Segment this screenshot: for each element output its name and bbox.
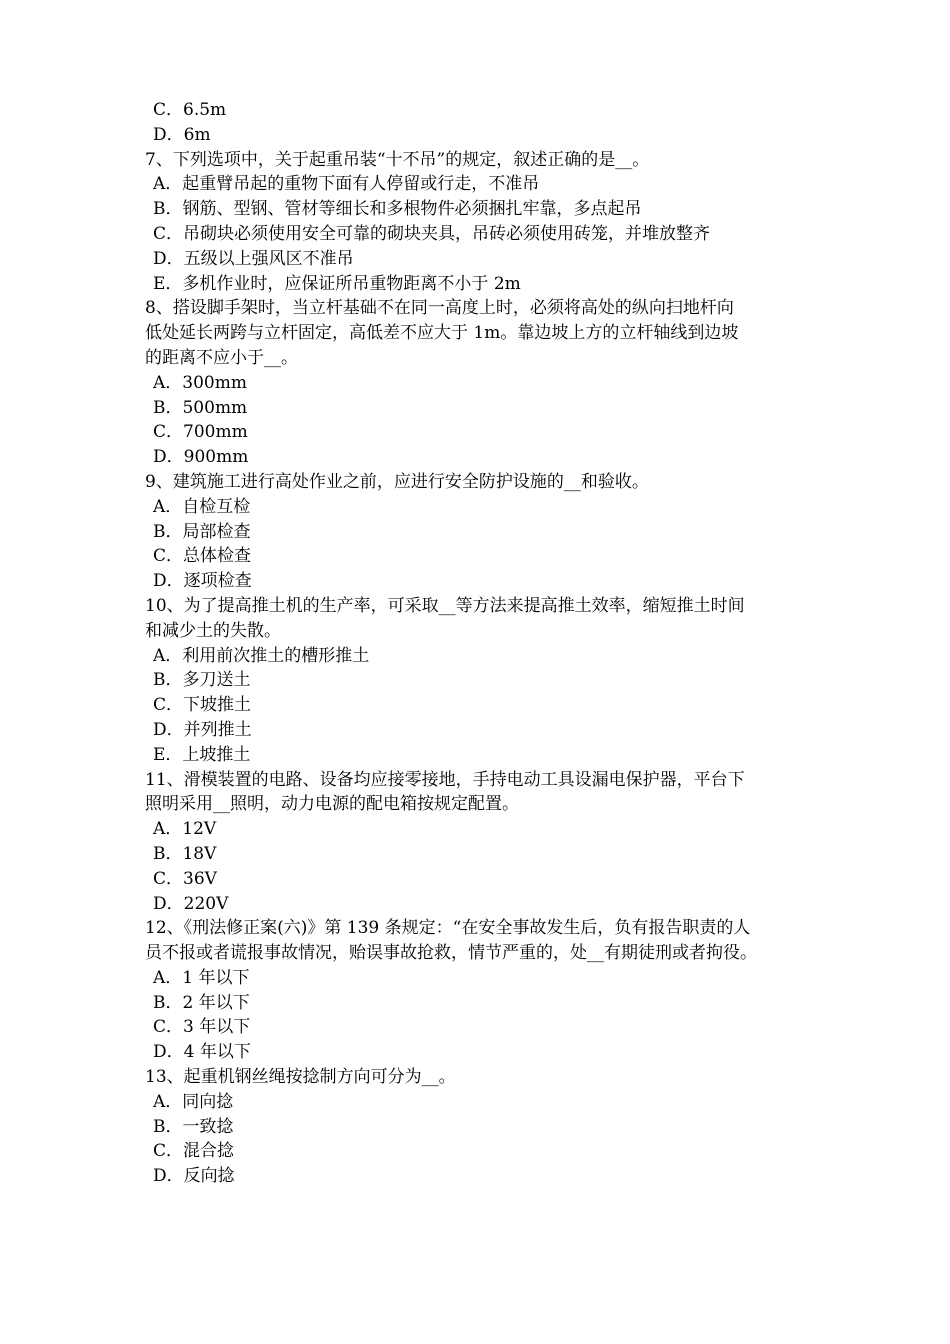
answer-option-line: B．多刀送土 (153, 670, 251, 691)
answer-option-line: E．多机作业时，应保证所吊重物距离不小于 2m (153, 273, 521, 294)
answer-option-line: C．下坡推土 (153, 695, 252, 716)
answer-option-line: A．同向捻 (153, 1091, 234, 1112)
answer-option-line: D．220V (153, 893, 229, 914)
answer-option-line: B．局部检查 (153, 521, 251, 542)
answer-option-line: D．并列推土 (153, 719, 252, 740)
question-text-line: 低处延长两跨与立杆固定，高低差不应大于 1m。靠边坡上方的立杆轴线到边坡 (145, 323, 739, 344)
answer-option-line: D．6m (153, 124, 211, 145)
answer-option-line: D．五级以上强风区不准吊 (153, 248, 354, 269)
question-text-line: 照明采用__照明，动力电源的配电箱按规定配置。 (145, 794, 519, 815)
answer-option-line: B．钢筋、型钢、管材等细长和多根物件必须捆扎牢靠，多点起吊 (153, 199, 642, 220)
question-text-line: 11、滑模装置的电路、设备均应接零接地，手持电动工具设漏电保护器，平台下 (145, 769, 745, 790)
answer-option-line: E．上坡推土 (153, 744, 251, 765)
question-text-line: 员不报或者谎报事故情况，贻误事故抢救，情节严重的，处__有期徒刑或者拘役。 (145, 943, 757, 964)
answer-option-line: C．700mm (153, 422, 248, 443)
answer-option-line: B．2 年以下 (153, 992, 250, 1013)
answer-option-line: D．4 年以下 (153, 1042, 251, 1063)
answer-option-line: B．18V (153, 843, 217, 864)
answer-option-line: D．逐项检查 (153, 571, 252, 592)
question-text-line: 7、下列选项中，关于起重吊装“十不吊”的规定，叙述正确的是__。 (145, 149, 650, 170)
question-text-line: 10、为了提高推土机的生产率，可采取__等方法来提高推土效率，缩短推土时间 (145, 595, 745, 616)
document-body (145, 98, 815, 1189)
answer-option-line: A．自检互检 (153, 496, 251, 517)
answer-option-line: D．900mm (153, 447, 249, 468)
question-text-line: 8、搭设脚手架时，当立杆基础不在同一高度上时，必须将高处的纵向扫地杆向 (145, 298, 734, 319)
answer-option-line: A．利用前次推土的槽形推土 (153, 645, 370, 666)
answer-option-line: A．1 年以下 (153, 967, 250, 988)
answer-option-line: C．总体检查 (153, 546, 252, 567)
answer-option-line: A．300mm (153, 372, 247, 393)
answer-option-line: C．6.5m (153, 100, 227, 120)
question-text-line: 和减少土的失散。 (145, 620, 281, 641)
answer-option-line: B．一致捻 (153, 1116, 234, 1137)
answer-option-line: A．起重臂吊起的重物下面有人停留或行走，不准吊 (153, 174, 540, 195)
answer-option-line: C．36V (153, 868, 217, 889)
answer-option-line: C．吊砌块必须使用安全可靠的砌块夹具，吊砖必须使用砖笼，并堆放整齐 (153, 223, 711, 244)
answer-option-line: C．3 年以下 (153, 1017, 251, 1038)
answer-option-line: B．500mm (153, 397, 248, 418)
answer-option-line: A．12V (153, 819, 217, 840)
question-text-line: 的距离不应小于__。 (145, 347, 298, 368)
question-text-line: 12、《刑法修正案(六)》第 139 条规定：“在安全事故发生后，负有报告职责的人 (145, 918, 751, 939)
question-text-line: 13、起重机钢丝绳按捻制方向可分为__。 (145, 1067, 456, 1088)
answer-option-line: C．混合捻 (153, 1141, 235, 1162)
question-text-line: 9、建筑施工进行高处作业之前，应进行安全防护设施的__和验收。 (145, 471, 649, 492)
answer-option-line: D．反向捻 (153, 1166, 235, 1187)
